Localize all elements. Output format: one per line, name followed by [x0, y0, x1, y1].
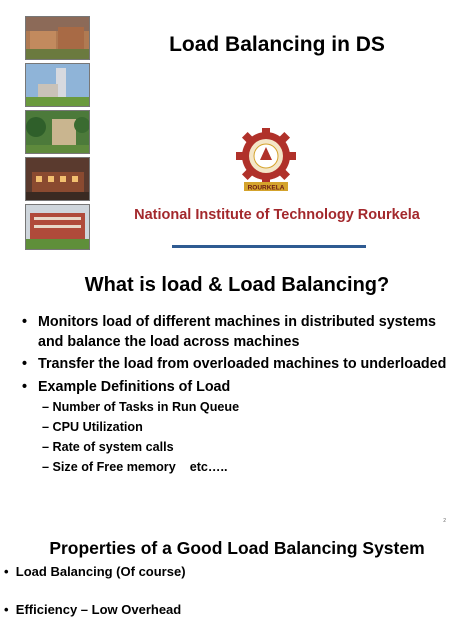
bullet-text: Transfer the load from overloaded machines to underloaded: [38, 356, 447, 372]
night-building-photo: [25, 157, 90, 201]
page-number: 2: [443, 518, 446, 524]
institute-name: National Institute of Technology Rourkela: [134, 207, 420, 223]
slide-title: Load Balancing in DS: [169, 33, 385, 56]
sub-item: – Size of Free memory etc…..: [42, 460, 228, 474]
bullet-text: Efficiency – Low Overhead: [15, 602, 182, 617]
sub-item-text: Number of Tasks in Run Queue: [52, 400, 240, 414]
bullet-text: Monitors load of different machines in distributed systems: [38, 314, 436, 330]
slide-title: Properties of a Good Load Balancing System: [49, 538, 425, 558]
svg-text:ROURKELA: ROURKELA: [247, 184, 285, 192]
bullet-item: • Load Balancing (Of course): [4, 564, 186, 579]
bullet-text: Load Balancing (Of course): [15, 564, 186, 579]
trees-building-photo: [25, 110, 90, 154]
load-balancing-slide: [0, 262, 474, 530]
slide-title: What is load & Load Balancing?: [84, 274, 390, 296]
bullet-dot: •: [22, 379, 28, 395]
properties-slide: [0, 530, 474, 632]
title-slide: [0, 0, 474, 262]
sub-item-text: Rate of system calls: [52, 440, 174, 454]
sub-item-text: Size of Free memory etc…..: [52, 460, 228, 474]
sub-item-text: CPU Utilization: [52, 420, 143, 434]
nit-rourkela-logo: [230, 128, 302, 192]
bullet-item: • Efficiency – Low Overhead: [4, 602, 182, 617]
sub-item: – Number of Tasks in Run Queue: [42, 400, 240, 414]
bullet-dot: •: [22, 356, 28, 372]
sub-item: – Rate of system calls: [42, 440, 174, 454]
bullet-dot: •: [22, 314, 28, 330]
sub-item: – CPU Utilization: [42, 420, 143, 434]
title-underline: [172, 245, 366, 248]
campus-building-photo: [25, 16, 90, 60]
bullet-text: Example Definitions of Load: [38, 379, 231, 395]
tower-photo: [25, 63, 90, 107]
bullet-text: and balance the load across machines: [38, 334, 300, 350]
red-building-photo: [25, 204, 90, 250]
